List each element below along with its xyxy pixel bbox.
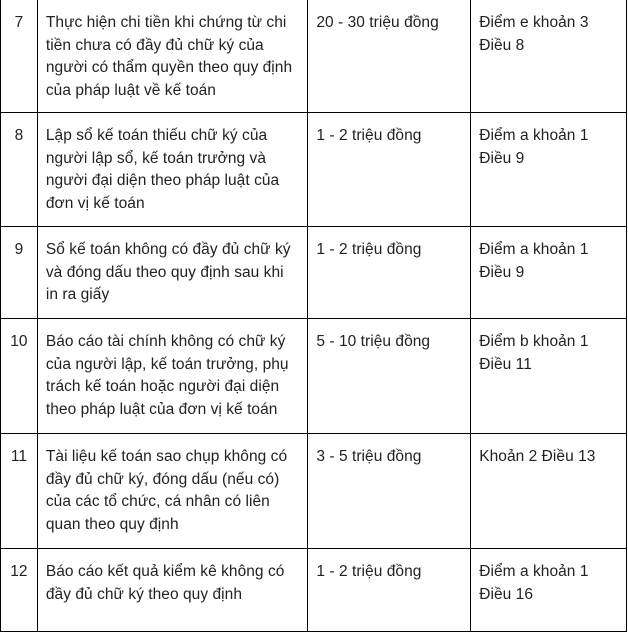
violation-description: Thực hiện chi tiền khi chứng từ chi tiền chưa có đầy đủ chữ ký của người có thẩm quyền theo quy định của pháp luật về kế toán xyxy=(37,0,307,113)
row-number: 7 xyxy=(1,0,38,113)
legal-basis: Điểm b khoản 1 Điều 11 xyxy=(471,319,627,434)
table-row xyxy=(1,113,627,227)
row-number: 10 xyxy=(1,319,38,434)
fine-amount: 1 - 2 triệu đồng xyxy=(308,549,471,632)
fine-amount: 5 - 10 triệu đồng xyxy=(308,319,471,434)
fine-amount: 20 - 30 triệu đồng xyxy=(308,0,471,113)
violation-description: Báo cáo tài chính không có chữ ký của người lập, kế toán trưởng, phụ trách kế toán hoặc người đại diện theo pháp luật của đơn vị kế toán xyxy=(37,319,307,434)
fine-amount: 1 - 2 triệu đồng xyxy=(308,113,471,227)
legal-basis: Điểm e khoản 3 Điều 8 xyxy=(471,0,627,113)
row-number: 11 xyxy=(1,434,38,549)
table-row xyxy=(1,319,627,434)
row-number: 8 xyxy=(1,113,38,227)
row-number: 9 xyxy=(1,227,38,319)
legal-basis: Điểm a khoản 1 Điều 9 xyxy=(471,113,627,227)
violation-description: Báo cáo kết quả kiểm kê không có đầy đủ chữ ký theo quy định xyxy=(37,549,307,632)
legal-basis: Điểm a khoản 1 Điều 9 xyxy=(471,227,627,319)
table-row xyxy=(1,0,627,113)
table-row xyxy=(1,549,627,632)
row-number: 12 xyxy=(1,549,38,632)
legal-basis: Điểm a khoản 1 Điều 16 xyxy=(471,549,627,632)
legal-basis: Khoản 2 Điều 13 xyxy=(471,434,627,549)
fine-amount: 1 - 2 triệu đồng xyxy=(308,227,471,319)
violation-description: Lập sổ kế toán thiếu chữ ký của người lập sổ, kế toán trưởng và người đại diện theo pháp luật của đơn vị kế toán xyxy=(37,113,307,227)
violation-description: Tài liệu kế toán sao chụp không có đầy đủ chữ ký, đóng dấu (nếu có) của các tổ chức, cá nhân có liên quan theo quy định xyxy=(37,434,307,549)
fine-amount: 3 - 5 triệu đồng xyxy=(308,434,471,549)
table-row xyxy=(1,434,627,549)
table-row xyxy=(1,227,627,319)
violation-description: Sổ kế toán không có đầy đủ chữ ký và đóng dấu theo quy định sau khi in ra giấy xyxy=(37,227,307,319)
